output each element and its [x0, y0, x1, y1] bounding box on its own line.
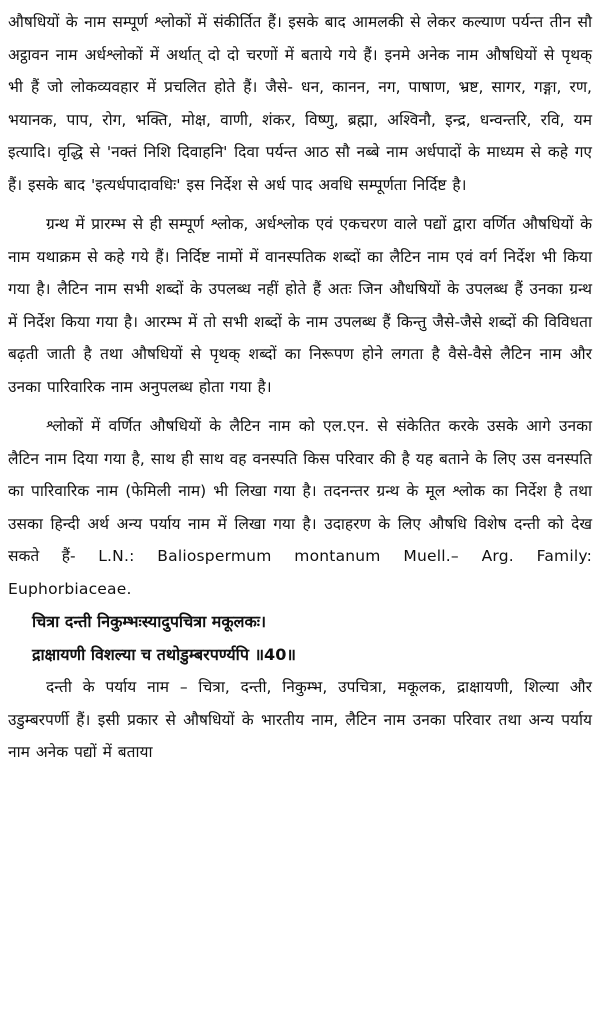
paragraph-3: [8, 410, 592, 605]
verse-line-1: चित्रा दन्ती निकुम्भःस्यादुपचित्रा मकूलकः।: [32, 612, 267, 631]
paragraph-gap: [8, 403, 592, 410]
paragraph-gap: [8, 201, 592, 208]
paragraph-2: [8, 208, 592, 403]
paragraph-1: [8, 6, 592, 201]
paragraph-4: [8, 671, 592, 769]
paragraph-1-text: औषधियों के नाम सम्पूर्ण श्लोकों में संकीर्तित हैं। इसके बाद आमलकी से लेकर कल्याण पर्यन्त तीन सौ अट्ठावन नाम अर्धश्लोकों में अर्थात् दो दो चरणों में बताये गये हैं। इनमे अनेक नाम औषधियों से पृथक् भी हैं जो लोकव्यवहार में प्रचलित होते हैं। जैसे- धन, कानन, नग, पाषाण, भ्रष्ट, सागर, गङ्गा, रण, भयानक, पाप, रोग, भक्ति, मोक्ष, वाणी, शंकर, विष्णु, ब्रह्मा, अश्विनौ, इन्द्र, धन्वन्तरि, रवि, यम इत्यादि। वृद्धि से 'नक्तं निशि दिवाहनि' दिवा पर्यन्त आठ सौ नब्बे नाम अर्धपादों के माध्यम से कहे गए हैं। इसके बाद 'इत्यर्धपादावधिः' इस निर्देश से अर्ध पाद अवधि सम्पूर्णता निर्दिष्ट है।: [8, 13, 592, 194]
paragraph-2-text: ग्रन्थ में प्रारम्भ से ही सम्पूर्ण श्लोक, अर्धश्लोक एवं एकचरण वाले पद्यों द्वारा वर्णित औषधियों के नाम यथाक्रम से कहे गये हैं। निर्दिष्ट नामों में वानस्पतिक शब्दों का लैटिन नाम एवं वर्ग निर्देश भी किया गया है। लैटिन नाम सभी शब्दों के उपलब्ध नहीं होते हैं अतः जिन औधषियों के उपलब्ध हैं उनका ग्रन्थ में निर्देश किया गया है। आरम्भ में तो सभी शब्दों के नाम उपलब्ध हैं किन्तु जैसे-जैसे शब्दों की विविधता बढ़ती जाती है तथा औषधियों से पृथक् शब्दों का निरूपण होने लगता है वैसे-वैसे लैटिन नाम और उनका पारिवारिक नाम अनुपलब्ध होता गया है।: [8, 215, 592, 396]
paragraph-4-text: दन्ती के पर्याय नाम – चित्रा, दन्ती, निकुम्भ, उपचित्रा, मकूलक, द्राक्षायणी, शिल्या और उडुम्बरपर्णी हैं। इसी प्रकार से औषधियों के भारतीय नाम, लैटिन नाम उनका परिवार तथा अन्य पर्याय नाम अनेक पद्यों में बताया: [8, 678, 592, 761]
verse-line-2: द्राक्षायणी विशल्या च तथोडुम्बरपर्ण्यपि ॥40॥: [32, 645, 296, 664]
latin-name-text: L.N.: Baliospermum montanum Muell.– Arg. Family: Euphorbiaceae.: [8, 547, 593, 598]
paragraph-3-text: श्लोकों में वर्णित औषधियों के लैटिन नाम को एल.एन. से संकेतित करके उसके आगे उनका लैटिन नाम दिया गया है, साथ ही साथ वह वनस्पति किस परिवार की है यह बताने के लिए उस वनस्पति का पारिवारिक नाम (फेमिली नाम) भी लिखा गया है। तदनन्तर ग्रन्थ के मूल श्लोक का निर्देश है तथा उसका हिन्दी अर्थ अन्य पर्याय नाम में लिखा गया है। उदाहरण के लिए औषधि विशेष दन्ती को देख सकते हैं-: [8, 417, 592, 565]
